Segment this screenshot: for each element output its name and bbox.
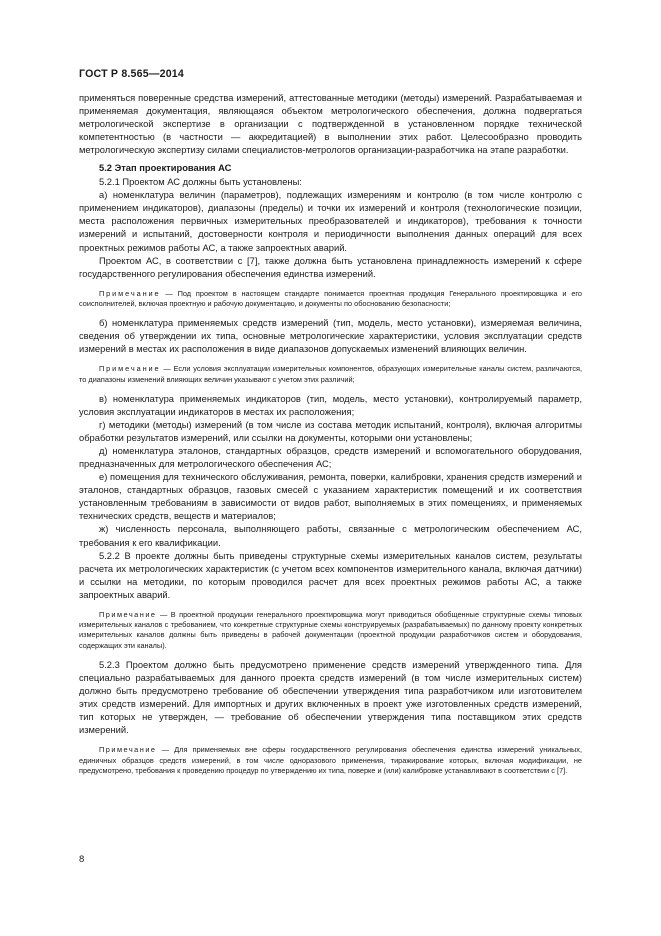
note-text: В проектной продукции генерального проектировщика могут приводиться обобщенные структурные схемы типовых измерительных каналов с требованием, что конкретные структурные схемы конструируемых (разрабатываемых) по данному проекту конкретных измерительных каналов должны быть приведены в рабочей документации (проектной продукции разработчиков систем и оборудования, содержащих эти каналы). <box>79 609 582 650</box>
note: Примечание — Для применяемых вне сферы государственного регулирования обеспечения единства измерений уникальных, единичных образцов средств измерений, в том числе одноразового применения, тиражирование которых, включая модификации, не предусмотрено, требования к проведению процедур по утверждению их типа, поверке и (или) калибровке устанавливают в соответствии с [7]. <box>79 745 582 775</box>
paragraph: Проектом АС, в соответствии с [7], также должна быть установлена принадлежность измерений к сфере государственного регулирования обеспечения единства измерений. <box>79 255 582 279</box>
list-item: г) методики (методы) измерений (в том числе из состава методик испытаний, контроля), включая алгоритмы обработки результатов измерений, или ссылки на документы, которыми они установлены; <box>79 420 582 444</box>
note-text: Под проектом в настоящем стандарте понимается проектная продукция Генерального проектировщика и его соисполнителей, включая проектную и рабочую документацию, и документы по обоснованию безопасности; <box>79 288 583 308</box>
document-header: ГОСТ Р 8.565—2014 <box>79 68 184 80</box>
note-label: Примечание <box>99 364 161 374</box>
note-text: Для применяемых вне сферы государственного регулирования обеспечения единства измерений уникальных, единичных образцов средств измерений, в том числе одноразового применения, тиражирование которых, включая модификации, не предусмотрено, требования к проведению процедур по утверждению их типа, поверке и (или) калибровке устанавливают в соответствии с [7]. <box>79 745 582 775</box>
paragraph: 5.2.1 Проектом АС должны быть установлены: <box>99 177 302 188</box>
note: Примечание — Если условия эксплуатации измерительных компонентов, образующих измерительные каналы систем, различаются, то диапазоны изменений влияющих величин указывают с учетом этих различий; <box>79 364 583 384</box>
list-item: д) номенклатура эталонов, стандартных образцов, средств измерений и вспомогательного оборудования, предназначенных для метрологического обеспечения АС; <box>79 446 582 470</box>
note: Примечание — Под проектом в настоящем стандарте понимается проектная продукция Генерального проектировщика и его соисполнителей, включая проектную и рабочую документацию, и документы по обоснованию безопасности; <box>79 288 583 308</box>
document-body <box>79 92 582 784</box>
note-label: Примечание <box>99 745 157 755</box>
page-number: 8 <box>79 854 85 865</box>
note: Примечание — В проектной продукции генерального проектировщика могут приводиться обобщенные структурные схемы типовых измерительных каналов с требованием, что конкретные структурные схемы конструируемых (разрабатываемых) по данному проекту конкретных измерительных каналов должны быть приведены в рабочей документации (проектной продукции разработчиков систем и оборудования, содержащих эти каналы). <box>79 609 582 650</box>
paragraph: 5.2.2 В проекте должны быть приведены структурные схемы измерительных каналов систем, результаты расчета их метрологических характеристик (с учетом всех компонентов измерительного канала, включая датчики) и ссылки на методики, по которым проводился расчет для всех проектных режимов работы АС, а также запроектных аварий. <box>79 550 582 600</box>
note-label: Примечание <box>99 609 157 619</box>
paragraph: 5.2.3 Проектом должно быть предусмотрено применение средств измерений утвержденного типа. Для специально разрабатываемых для данного проекта средств измерений (в том числе измерительных систем) должно быть предусмотрено требование об обеспечении утверждения типа разработчиком или изготовителем этих средств измерений. Для импортных и других включенных в проект уже изготовленных средств измерений, тип которых не утвержден, — требование об обеспечении утверждения типа поставщиком этих средств измерений. <box>79 659 582 736</box>
list-item: е) помещения для технического обслуживания, ремонта, поверки, калибровки, хранения средств измерений и эталонов, стандартных образцов, газовых смесей с указанием характеристик помещений и их соответствия установленным требованиям в зависимости от видов работ, выполняемых в этих помещениях, и применяемых технических средств, веществ и материалов; <box>79 472 582 522</box>
list-item: а) номенклатура величин (параметров), подлежащих измерениям и контролю (в том числе контролю с применением индикаторов), диапазоны (пределы) и точки их измерений и контроля (технологические позиции, места расположения первичных измерительных преобразователей и индикаторов), требования к точности измерений и испытаний, достоверности контроля и периодичности выполнения данных операций для всех проектных режимов работы АС, а также запроектных аварий. <box>79 190 582 253</box>
paragraph: применяться поверенные средства измерений, аттестованные методики (методы) измерений. Разрабатываемая и применяемая документация, являющаяся объектом метрологического обеспечения, должна подвергаться метрологической экспертизе в организации с подтвержденной в установленном порядке технической компетентностью (в частности — аккредитацией) в выполнении этих работ. Целесообразно проводить метрологическую экспертизу силами специалистов-метрологов организации-разработчика на этапе разработки. <box>79 93 582 156</box>
section-heading: 5.2 Этап проектирования АС <box>99 163 232 174</box>
list-item: б) номенклатура применяемых средств измерений (тип, модель, место установки), измеряемая величина, сведения об утверждении их типа, основные метрологические характеристики, условия эксплуатации средств измерений в местах их расположения в виде диапазонов допускаемых изменений влияющих величин. <box>79 318 582 355</box>
note-text: Если условия эксплуатации измерительных компонентов, образующих измерительные каналы систем, различаются, то диапазоны изменений влияющих величин указывают с учетом этих различий; <box>79 364 583 384</box>
list-item: ж) численность персонала, выполняющего работы, связанные с метрологическим обеспечением АС, требования к его квалификации. <box>79 524 582 548</box>
list-item: в) номенклатура применяемых индикаторов (тип, модель, место установки), контролируемый параметр, условия эксплуатации индикаторов в местах их расположения; <box>79 393 582 418</box>
note-label: Примечание <box>99 288 161 298</box>
